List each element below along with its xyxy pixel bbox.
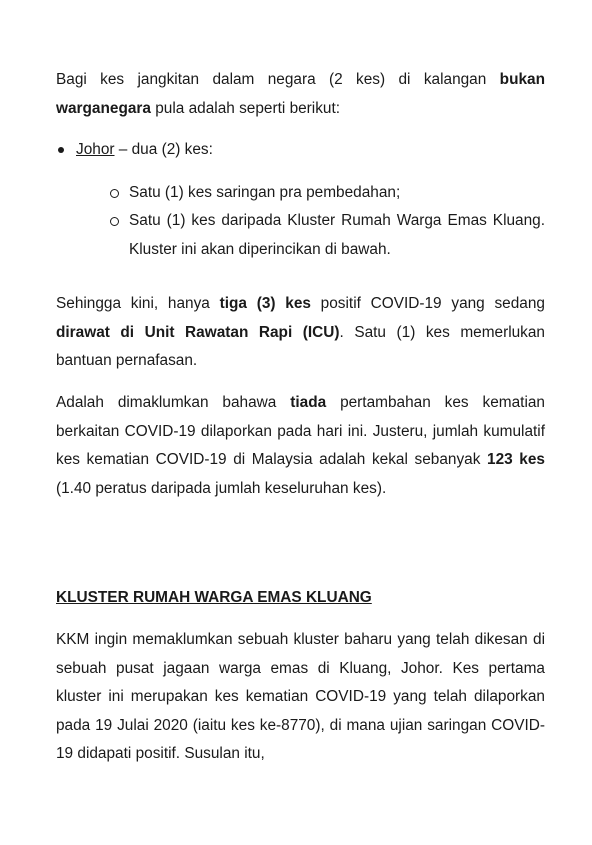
p2-text-c: positif COVID-19 yang sedang bbox=[310, 295, 545, 312]
circle-bullet-icon bbox=[110, 189, 119, 198]
bullet-johor bbox=[56, 136, 213, 164]
paragraph-deaths bbox=[56, 389, 545, 503]
sub-item-1-text: Satu (1) kes saringan pra pembedahan; bbox=[129, 184, 401, 201]
p3-bold-total: 123 kes bbox=[487, 451, 545, 468]
p2-bold-icu: dirawat di Unit Rawatan Rapi (ICU) bbox=[56, 323, 340, 341]
p3-bold-none: tiada bbox=[290, 394, 327, 411]
bullet-dot-icon bbox=[58, 147, 64, 153]
paragraph-non-citizen-cases bbox=[56, 66, 545, 123]
p1-text-a: Bagi kes jangkitan dalam negara (2 kes) di kalangan bbox=[56, 71, 500, 88]
sub-item-1 bbox=[110, 179, 545, 208]
p3-text-c: pertambahan kes kematian berkaitan COVID-19 dilaporkan pada hari ini. Justeru, jumlah kumulatif kes kematian COVID-19 di Malaysia adalah kekal sebanyak bbox=[56, 394, 545, 468]
p3-text-a: Adalah dimaklumkan bahawa bbox=[56, 394, 291, 411]
sub-item-2 bbox=[110, 207, 545, 264]
p1-text-c: pula adalah seperti berikut: bbox=[150, 99, 341, 117]
bullet-count-text: – dua (2) kes: bbox=[114, 141, 213, 158]
p3-text-e: (1.40 peratus daripada jumlah keseluruhan kes). bbox=[56, 479, 387, 497]
paragraph-cluster: KKM ingin memaklumkan sebuah kluster baharu yang telah dikesan di sebuah pusat jagaan warga emas di Kluang, Johor. Kes pertama kluster ini merupakan kes kematian COVID-19 yang telah dilaporkan pada 19 Julai 2020 (iaitu kes ke-8770), di mana ujian saringan COVID-19 didapati positif. Susulan itu, bbox=[56, 631, 545, 762]
p2-text-a: Sehingga kini, hanya bbox=[56, 295, 220, 312]
section-heading: KLUSTER RUMAH WARGA EMAS KLUANG bbox=[56, 589, 372, 606]
p2-bold-count: tiga (3) kes bbox=[219, 295, 311, 312]
circle-bullet-icon bbox=[110, 217, 119, 226]
bullet-state-label: Johor bbox=[76, 141, 115, 158]
paragraph-icu bbox=[56, 290, 545, 376]
p2-text-e: . Satu (1) kes memerlukan bantuan pernafasan. bbox=[56, 323, 545, 369]
sub-item-2-text: Satu (1) kes daripada Kluster Rumah Warga Emas Kluang. Kluster ini akan diperincikan di bawah. bbox=[129, 212, 545, 258]
p1-bold-non-citizen: bukan warganegara bbox=[56, 71, 545, 117]
